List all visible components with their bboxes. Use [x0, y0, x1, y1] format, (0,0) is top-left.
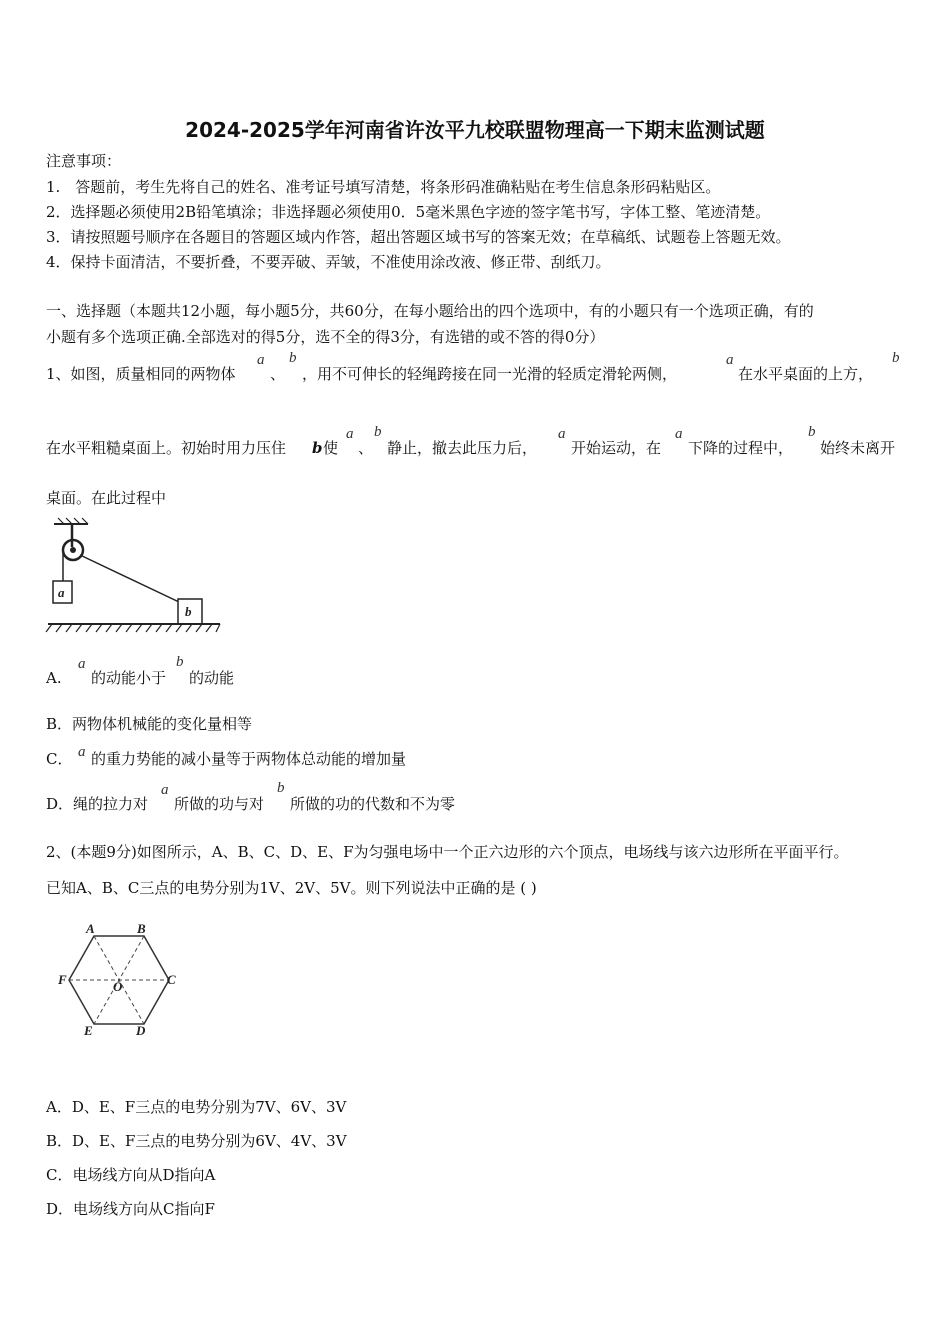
- svg-text:b: b: [185, 604, 192, 619]
- var-b: b: [374, 424, 382, 440]
- q2-text: 2、(本题9分)如图所示，A、B、C、D、E、F为匀强电场中一个正六边形的六个顶点，电场线与该六边形所在平面平行。: [46, 843, 849, 861]
- q1-option-a-label: A.: [46, 669, 62, 687]
- q1-option-c-label: C．: [46, 750, 73, 768]
- svg-text:a: a: [58, 585, 65, 600]
- q1-text: 桌面。在此过程中: [46, 489, 167, 507]
- q1-option-a: 的动能小于: [91, 669, 167, 687]
- q2-option: A．D、E、F三点的电势分别为7V、6V、3V: [46, 1098, 347, 1116]
- hex-label: C: [167, 972, 176, 987]
- section-heading-cont: 小题有多个选项正确.全部选对的得5分，选不全的得3分，有选错的或不答的得0分）: [46, 328, 605, 346]
- var-a: a: [161, 782, 169, 798]
- hex-label: O: [113, 979, 123, 994]
- q1-text: 下降的过程中，: [688, 439, 794, 457]
- hex-label: D: [136, 1023, 146, 1038]
- var-a: a: [78, 744, 86, 760]
- var-a: a: [346, 426, 354, 442]
- var-b: b: [892, 350, 900, 366]
- notice-item: 3．请按照题号顺序在各题目的答题区域内作答，超出答题区域书写的答案无效；在草稿纸、试题卷上答题无效。: [46, 228, 791, 246]
- q1-text: 、: [270, 365, 286, 383]
- hexagon-figure: [54, 918, 184, 1040]
- q1-option-c: 的重力势能的减小量等于两物体总动能的增加量: [91, 750, 407, 768]
- page-title: 2024-2025学年河南省许汝平九校联盟物理高一下期末监测试题: [185, 118, 765, 142]
- hex-label: B: [137, 921, 146, 936]
- notice-item: 1. 答题前，考生先将自己的姓名、准考证号填写清楚，将条形码准确粘贴在考生信息条形码粘贴区。: [46, 178, 721, 196]
- q2-option: B．D、E、F三点的电势分别为6V、4V、3V: [46, 1132, 347, 1150]
- var-a: a: [558, 426, 566, 442]
- q1-text: 1、如图，质量相同的两物体: [46, 365, 236, 383]
- notice-item: 2．选择题必须使用2B铅笔填涂；非选择题必须使用0．5毫米黑色字迹的签字笔书写，字体工整、笔迹清楚。: [46, 203, 771, 221]
- q1-option-d: 所做的功与对: [174, 795, 265, 813]
- q1-option-d-label: D．绳的拉力对: [46, 795, 149, 813]
- q1-text: 静止，撤去此压力后，: [387, 439, 538, 457]
- q2-option: C．电场线方向从D指向A: [46, 1166, 216, 1184]
- q2-text: 已知A、B、C三点的电势分别为1V、2V、5V。则下列说法中正确的是 ( ): [46, 879, 537, 897]
- q1-text: 在水平粗糙桌面上。初始时用力压住: [46, 439, 287, 457]
- pulley-figure: [44, 517, 224, 637]
- var-a: a: [257, 352, 265, 368]
- q1-option-b: B．两物体机械能的变化量相等: [46, 715, 253, 733]
- hex-label: F: [58, 972, 67, 987]
- q2-option: D．电场线方向从C指向F: [46, 1200, 215, 1218]
- var-a: a: [675, 426, 683, 442]
- q1-text: 、: [358, 439, 374, 457]
- var-b: b: [808, 424, 816, 440]
- var-b-bold: b: [312, 439, 323, 457]
- q1-text: 在水平桌面的上方，: [738, 365, 874, 383]
- var-a: a: [726, 352, 734, 368]
- section-heading: 一、选择题（本题共12小题，每小题5分，共60分，在每小题给出的四个选项中，有的小题只有一个选项正确，有的: [46, 302, 814, 320]
- q1-text: 开始运动，在: [571, 439, 662, 457]
- notice-item: 4．保持卡面清洁，不要折叠，不要弄破、弄皱，不准使用涂改液、修正带、刮纸刀。: [46, 253, 611, 271]
- var-b: b: [289, 350, 297, 366]
- var-a: a: [78, 656, 86, 672]
- q1-text: 使: [323, 439, 339, 457]
- q1-option-d: 所做的功的代数和不为零: [290, 795, 456, 813]
- q1-text: 始终未离开: [820, 439, 896, 457]
- var-b: b: [277, 780, 285, 796]
- hex-label: A: [86, 921, 95, 936]
- notice-heading: 注意事项：: [46, 152, 122, 170]
- var-b: b: [176, 654, 184, 670]
- q1-option-a: 的动能: [189, 669, 235, 687]
- hex-label: E: [84, 1023, 93, 1038]
- q1-text: ，用不可伸长的轻绳跨接在同一光滑的轻质定滑轮两侧，: [302, 365, 678, 383]
